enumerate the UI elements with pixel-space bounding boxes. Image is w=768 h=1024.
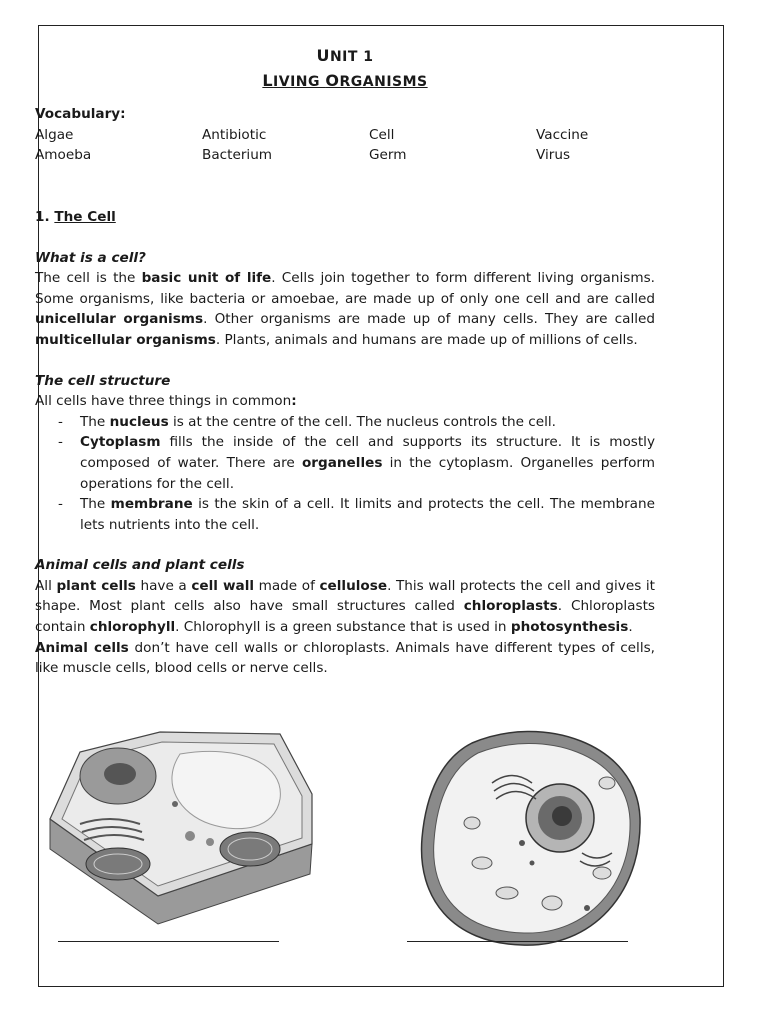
plant-cell-illustration bbox=[40, 724, 340, 939]
vocab-word: Germ bbox=[369, 147, 407, 164]
paragraph-what-is-cell: The cell is the basic unit of life. Cells join together to form different living organisms. Some organisms, like bacteria or amoebae, are made up of only one cell and are called unicellular organisms. Other organisms are made up of many cells. They are called multicellular organisms. Plants, animals and humans are made up of millions of cells. bbox=[35, 270, 655, 348]
unit-title: UNIT 1 bbox=[316, 46, 374, 65]
subheading-what-is-cell: What is a cell? bbox=[35, 249, 146, 266]
list-item-cytoplasm: - Cytoplasm fills the inside of the cell and supports its structure. It is mostly composed of water. There are organelles in the cytoplasm. Organelles perform operations for the cell. bbox=[80, 432, 655, 494]
vocab-word: Amoeba bbox=[35, 147, 92, 164]
label-line-right bbox=[407, 941, 628, 942]
vocab-word: Antibiotic bbox=[202, 126, 267, 143]
cell-structure-list bbox=[35, 412, 655, 536]
vocab-word: Vaccine bbox=[536, 126, 589, 143]
document-content bbox=[35, 46, 655, 679]
subheading-animal-plant: Animal cells and plant cells bbox=[35, 557, 245, 574]
list-item-membrane: - The membrane is the skin of a cell. It limits and protects the cell. The membrane lets nutrients into the cell. bbox=[80, 494, 655, 535]
paragraph-animal-plant: All plant cells have a cell wall made of cellulose. This wall protects the cell and gives it shape. Most plant cells also have small structures called chloroplasts. Chloroplasts contain chlorophyll. Chlorophyll is a green substance that is used in photosynthesis. Animal cells don’t have cell walls or chloroplasts. Animals have different types of cells, like muscle cells, blood cells or nerve cells. bbox=[35, 577, 655, 677]
vocab-word: Algae bbox=[35, 126, 74, 143]
vocab-word: Bacterium bbox=[202, 147, 273, 164]
animal-cell-illustration bbox=[412, 723, 644, 951]
vocabulary-grid bbox=[35, 125, 655, 166]
cell-structure-intro: All cells have three things in common: bbox=[35, 393, 297, 410]
vocabulary-label: Vocabulary: bbox=[35, 106, 126, 123]
subheading-cell-structure: The cell structure bbox=[35, 372, 171, 389]
vocab-word: Virus bbox=[536, 147, 571, 164]
list-item-nucleus: - The nucleus is at the centre of the cell. The nucleus controls the cell. bbox=[80, 412, 655, 433]
label-line-left bbox=[58, 941, 279, 942]
section-heading: 1. The Cell bbox=[35, 208, 116, 225]
title-block bbox=[35, 46, 655, 92]
vocab-word: Cell bbox=[369, 126, 395, 143]
page-title: LIVING ORGANISMS bbox=[262, 70, 428, 90]
